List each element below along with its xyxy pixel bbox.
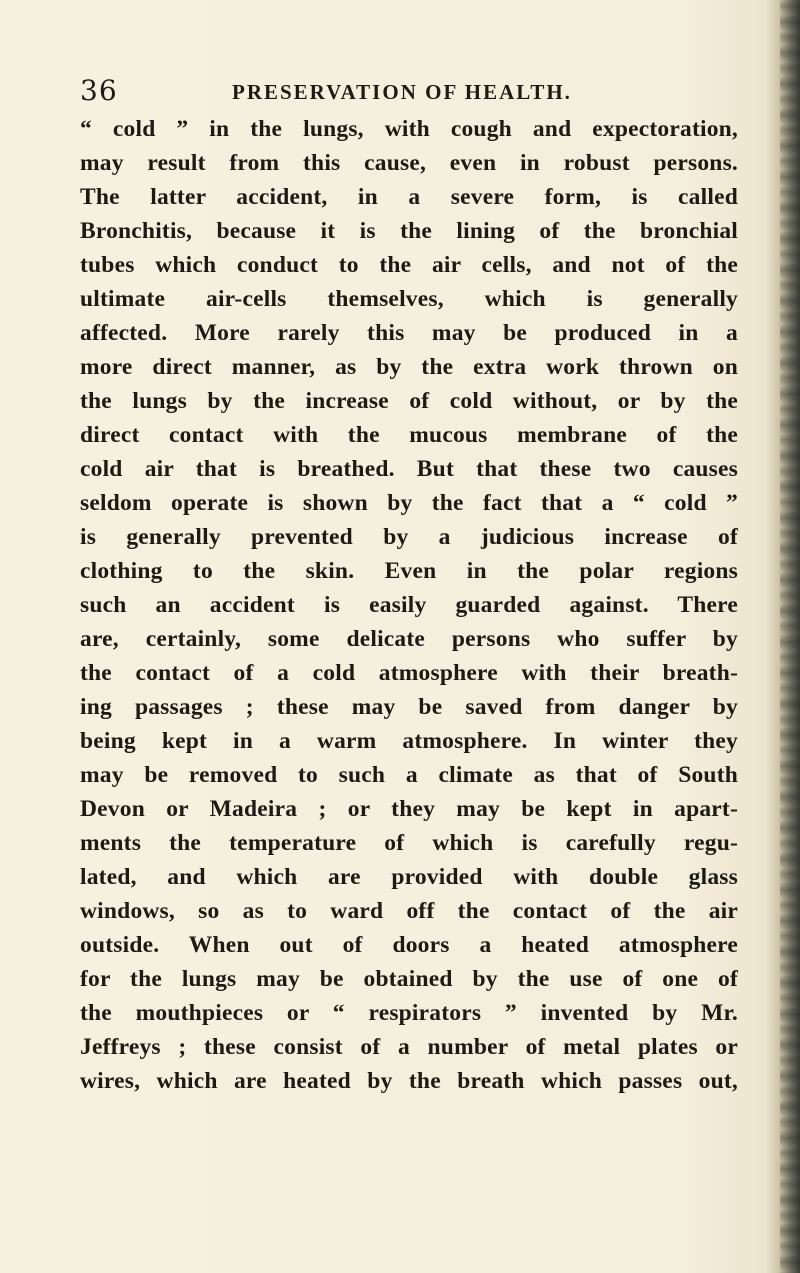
text-line: “ cold ” in the lungs, with cough and expectoration, <box>80 116 738 142</box>
text-line: is generally prevented by a judicious increase of <box>80 524 738 550</box>
body-text <box>80 112 770 1098</box>
running-head <box>80 74 710 114</box>
text-line: are, certainly, some delicate persons who suffer by <box>80 626 738 652</box>
text-line: may result from this cause, even in robust persons. <box>80 150 738 176</box>
text-line: tubes which conduct to the air cells, and not of the <box>80 252 738 278</box>
text-line: the mouthpieces or “ respirators ” invented by Mr. <box>80 1000 738 1026</box>
text-line: outside. When out of doors a heated atmosphere <box>80 932 738 958</box>
text-line: lated, and which are provided with double glass <box>80 864 738 890</box>
text-line: the lungs by the increase of cold without, or by the <box>80 388 738 414</box>
text-line: affected. More rarely this may be produced in a <box>80 320 738 346</box>
text-line: more direct manner, as by the extra work thrown on <box>80 354 738 380</box>
page-edge-texture <box>780 0 800 1273</box>
text-line: seldom operate is shown by the fact that a “ cold ” <box>80 490 738 516</box>
text-line: Devon or Madeira ; or they may be kept in apart- <box>80 796 738 822</box>
text-line: wires, which are heated by the breath which passes out, <box>80 1068 738 1094</box>
text-line: Bronchitis, because it is the lining of the bronchial <box>80 218 738 244</box>
text-line: The latter accident, in a severe form, is called <box>80 184 738 210</box>
text-line: the contact of a cold atmosphere with their breath- <box>80 660 738 686</box>
text-line: windows, so as to ward off the contact of the air <box>80 898 738 924</box>
running-head-title: PRESERVATION OF HEALTH. <box>232 80 572 104</box>
text-line: clothing to the skin. Even in the polar regions <box>80 558 738 584</box>
text-line: ments the temperature of which is carefully regu- <box>80 830 738 856</box>
text-line: such an accident is easily guarded against. There <box>80 592 738 618</box>
text-line: may be removed to such a climate as that of South <box>80 762 738 788</box>
text-line: ing passages ; these may be saved from danger by <box>80 694 738 720</box>
text-line: ultimate air-cells themselves, which is generally <box>80 286 738 312</box>
text-line: being kept in a warm atmosphere. In winter they <box>80 728 738 754</box>
page-number: 36 <box>80 74 118 107</box>
text-line: cold air that is breathed. But that these two causes <box>80 456 738 482</box>
text-line: Jeffreys ; these consist of a number of metal plates or <box>80 1034 738 1060</box>
text-line: for the lungs may be obtained by the use of one of <box>80 966 738 992</box>
text-line: direct contact with the mucous membrane of the <box>80 422 738 448</box>
